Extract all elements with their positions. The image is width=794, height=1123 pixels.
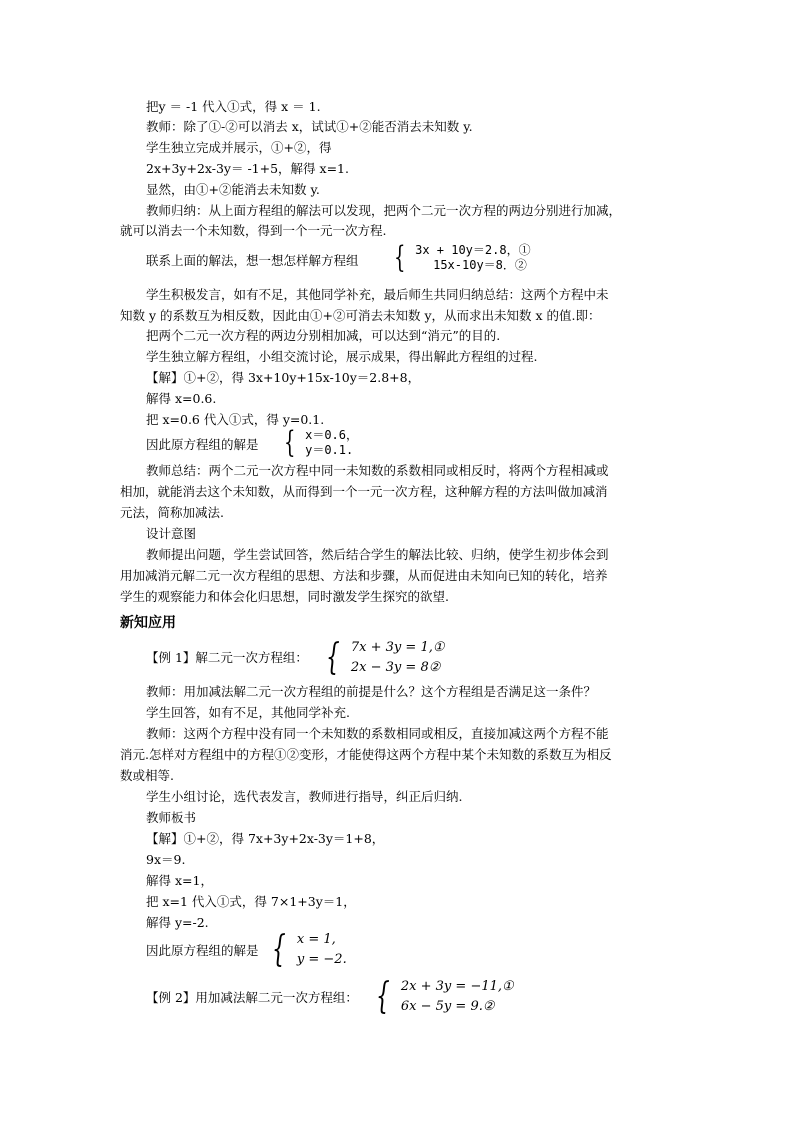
text-line: 解得 y=-2. — [146, 915, 209, 930]
text-line: 【解】①+②，得 7x+3y+2x-3y＝1+8， — [146, 831, 385, 846]
text-line: 元法，简称加减法. — [120, 505, 224, 520]
equation-system-3 — [326, 638, 445, 678]
text-line: 教师归纳：从上面方程组的解法可以发现，把两个二元一次方程的两边分别进行加减， — [146, 203, 622, 218]
equation-1: 7x + 3y = 1,① — [350, 640, 445, 655]
text-line: 设计意图 — [146, 526, 197, 541]
text-line: 学生积极发言，如有不足，其他同学补充，最后师生共同归纳总结：这两个方程中未 — [146, 287, 609, 302]
text-line: 数或相等. — [120, 768, 174, 783]
text-line: 用加减消元解二元一次方程组的思想、方法和步骤，从而促进由未知向已知的转化，培养 — [120, 568, 608, 583]
text-line: 消元.怎样对方程组中的方程①②变形，才能使得这两个方程中某个未知数的系数互为相反 — [120, 747, 612, 762]
equation-1: x＝0.6， — [305, 428, 358, 442]
section-heading: 新知应用 — [120, 615, 176, 631]
text-line: 解得 x=1， — [146, 873, 213, 888]
text-line: 学生小组讨论，选代表发言，教师进行指导，纠正后归纳. — [146, 789, 463, 804]
text-line: 学生独立完成并展示，①+②，得 — [146, 140, 332, 155]
equation-system-4 — [272, 930, 347, 970]
text-line: 教师：这两个方程中没有同一个未知数的系数相同或相反，直接加减这两个方程不能 — [146, 726, 609, 741]
brace-icon: { — [272, 929, 286, 970]
equation-2: 2x − 3y = 8② — [350, 660, 441, 675]
text-line: 学生独立解方程组，小组交流讨论，展示成果，得出解此方程组的过程. — [146, 349, 538, 364]
brace-icon: { — [394, 240, 406, 275]
text-line: 知数 y 的系数互为相反数，因此由①+②可消去未知数 y，从而求出未知数 x 的值.即： — [120, 308, 601, 323]
equation-2: y＝0.1. — [305, 443, 354, 457]
equation-2: 6x − 5y = 9.② — [400, 999, 495, 1014]
text-line: 把 x=0.6 代入①式，得 y=0.1. — [146, 412, 325, 427]
text-line: 教师：除了①-②可以消去 x，试试①+②能否消去未知数 y. — [146, 119, 473, 134]
text-line: 把y ＝ -1 代入①式，得 x ＝ 1. — [146, 99, 321, 114]
equation-2: y = −2. — [296, 952, 347, 967]
text-line: 教师提出问题，学生尝试回答，然后结合学生的解法比较、归纳，使学生初步体会到 — [146, 547, 609, 562]
text-line: 【例 1】解二元一次方程组： — [146, 650, 308, 665]
equation-system-5 — [376, 977, 514, 1017]
text-line: 【例 2】用加减法解二元一次方程组： — [146, 990, 358, 1005]
text-line: 把 x=1 代入①式，得 7×1+3y＝1， — [146, 894, 356, 909]
equation-system-2 — [284, 425, 358, 460]
text-line: 因此原方程组的解是 — [146, 437, 259, 452]
text-line: 因此原方程组的解是 — [146, 943, 259, 958]
equation-1: 2x + 3y = −11,① — [400, 979, 514, 994]
equation-system-1 — [394, 240, 531, 275]
text-line: 学生的观察能力和体会化归思想，同时激发学生探究的欲望. — [120, 589, 449, 604]
text-line: 联系上面的解法，想一想怎样解方程组 — [146, 253, 359, 268]
text-line: 就可以消去一个未知数，得到一个一元一次方程. — [120, 223, 387, 238]
text-line: 2x+3y+2x-3y＝ -1+5，解得 x=1. — [146, 161, 349, 176]
text-line: 教师：用加减法解二元一次方程组的前提是什么？这个方程组是否满足这一条件？ — [146, 684, 597, 699]
text-line: 相加，就能消去这个未知数，从而得到一个一元一次方程，这种解方程的方法叫做加减消 — [120, 484, 608, 499]
text-line: 9x＝9. — [146, 852, 186, 867]
text-line: 解得 x=0.6. — [146, 391, 217, 406]
text-line: 把两个二元一次方程的两边分别相加减，可以达到“消元”的目的. — [146, 328, 501, 343]
equation-2: 15x-10y＝8．② — [433, 258, 527, 272]
equation-1: x = 1, — [296, 932, 336, 947]
brace-icon: { — [376, 976, 390, 1017]
equation-1: 3x + 10y＝2.8，① — [415, 243, 531, 257]
brace-icon: { — [284, 425, 296, 460]
text-line: 教师总结：两个二元一次方程中同一未知数的系数相同或相反时，将两个方程相减或 — [146, 463, 609, 478]
text-line: 【解】①+②，得 3x+10y+15x-10y＝2.8+8， — [146, 370, 421, 385]
text-line: 教师板书 — [146, 810, 197, 825]
text-line: 显然，由①+②能消去未知数 y. — [146, 182, 320, 197]
text-line: 学生回答，如有不足，其他同学补充. — [146, 705, 350, 720]
brace-icon: { — [326, 637, 340, 678]
